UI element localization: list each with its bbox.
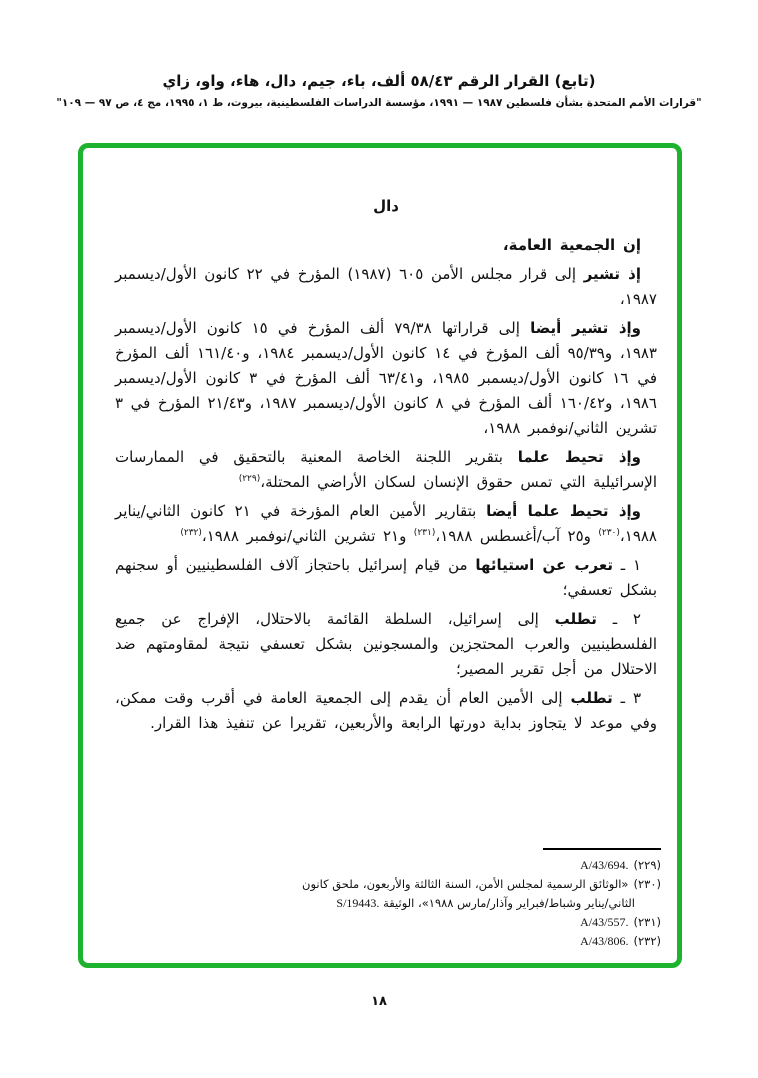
footnote [293, 856, 661, 875]
paragraph-text: إلى إسرائيل، السلطة القائمة بالاحتلال، الإفراج عن جميع الفلسطينيين والعرب المحتجزين والمسجونين بشكل تعسفي نتيجة لمقاومتهم ضد الاحتلال من أجل تقرير المصير؛ [115, 610, 657, 678]
document-symbol: S/19443. [336, 896, 380, 910]
bold-lead-text: دال [373, 197, 399, 215]
document-symbol: A/43/694. [580, 858, 629, 872]
footnote-ref: (٢٣١) [413, 528, 436, 538]
page-header [0, 72, 758, 109]
footnote [293, 913, 661, 932]
paragraph-text: و٢٥ آب/أغسطس ١٩٨٨، [435, 527, 599, 545]
bold-lead-text: وإذ تحيط علما [517, 448, 641, 466]
footnote-number: (٢٣١) [633, 915, 661, 929]
document-symbol: A/43/557. [580, 915, 629, 929]
paragraph-text: بتقارير الأمين العام المؤرخة في ٢١ كانون الثاني/يناير ١٩٨٨، [115, 502, 657, 545]
footnote-list [293, 856, 661, 951]
bold-lead-text: تعرب عن استيائها [475, 556, 613, 574]
footnote-ref: (٢٣٠) [598, 528, 620, 538]
footnote-ref: (٢٣٢) [180, 528, 202, 538]
page-number: ١٨ [371, 994, 387, 1009]
section-heading [115, 194, 657, 219]
paragraph-text: و٢١ تشرين الثاني/نوفمبر ١٩٨٨، [201, 527, 414, 545]
operative-paragraph [115, 686, 657, 736]
bold-lead-text: إذ تشير [583, 265, 641, 283]
operative-paragraph [115, 607, 657, 682]
footnote-number: (٢٣٠) [633, 877, 661, 891]
paragraph-text: إلى قرار مجلس الأمن ٦٠٥ (١٩٨٧) المؤرخ في ٢٢ كانون الأول/ديسمبر ١٩٨٧، [115, 265, 657, 308]
footnote-number: (٢٢٩) [633, 858, 661, 872]
opening-phrase [115, 233, 657, 258]
bold-lead-text: تطلب [570, 689, 613, 707]
resolution-body [83, 148, 677, 736]
paragraph-text: إلى قراراتها ٧٩/٣٨ ألف المؤرخ في ١٥ كانون الأول/ديسمبر ١٩٨٣، و٩٥/٣٩ ألف المؤرخ في ١٤ كانون الأول/ديسمبر ١٩٨٤، و١٦١/٤٠ ألف المؤرخ في ١٦ كانون الأول/ديسمبر ١٩٨٥، و٦٣/٤١ ألف المؤرخ في ٣ كانون الأول/ديسمبر ١٩٨٦، و١٦٠/٤٢ ألف المؤرخ في ٨ كانون الأول/ديسمبر ١٩٨٧، و٢١/٤٣ المؤرخ في ٣ تشرين الثاني/نوفمبر ١٩٨٨، [115, 319, 657, 437]
paragraph-text: بتقرير اللجنة الخاصة المعنية بالتحقيق في الممارسات الإسرائيلية التي تمس حقوق الإنسان لسكان الأراضي المحتلة، [115, 448, 657, 491]
operative-paragraph [115, 553, 657, 603]
bold-lead-text: إن الجمعية العامة، [502, 236, 641, 254]
footnote-block [293, 848, 661, 951]
bold-lead-text: تطلب [554, 610, 597, 628]
footnote-ref: (٢٢٩) [238, 474, 261, 484]
preambular-paragraph [115, 445, 657, 495]
preambular-paragraph [115, 262, 657, 312]
footnote [293, 932, 661, 951]
footnote [293, 875, 661, 913]
paragraph-text: من قيام إسرائيل باحتجاز آلاف الفلسطينيين أو سجنهم بشكل تعسفي؛ [115, 556, 657, 599]
preambular-paragraph [115, 316, 657, 441]
paragraph-text: إلى الأمين العام أن يقدم إلى الجمعية العامة في أقرب وقت ممكن، وفي موعد لا يتجاوز بداية دورتها الرابعة والأربعين، تقريرا عن تنفيذ هذا القرار. [115, 689, 657, 732]
resolution-frame [78, 143, 682, 968]
paragraph-text: ٢ ـ [596, 610, 641, 628]
footnote-divider [543, 848, 661, 850]
bold-lead-text: وإذ تحيط علما أيضا [486, 502, 641, 520]
bold-lead-text: وإذ تشير أيضا [530, 319, 641, 337]
footnote-number: (٢٣٢) [633, 934, 661, 948]
resolution-title: (تابع) القرار الرقم ٥٨/٤٣ ألف، باء، جيم، دال، هاء، واو، زاي [162, 72, 596, 90]
source-citation: "قرارات الأمم المتحدة بشأن فلسطين ١٩٨٧ — ١٩٩١، مؤسسة الدراسات الفلسطينية، بيروت، ط ١، ١٩٩٥، مج ٤، ص ٩٧ — ١٠٩" [56, 97, 702, 109]
preambular-paragraph [115, 499, 657, 549]
document-symbol: A/43/806. [580, 934, 629, 948]
paragraph-text: ٣ ـ [612, 689, 641, 707]
paragraph-text: ١ ـ [612, 556, 641, 574]
footnote-text: «الوثائق الرسمية لمجلس الأمن، السنة الثالثة والأربعون، ملحق كانون الثاني/يناير وشباط/فبراير وآذار/مارس ١٩٨٨»، الوثيقة [302, 877, 635, 910]
